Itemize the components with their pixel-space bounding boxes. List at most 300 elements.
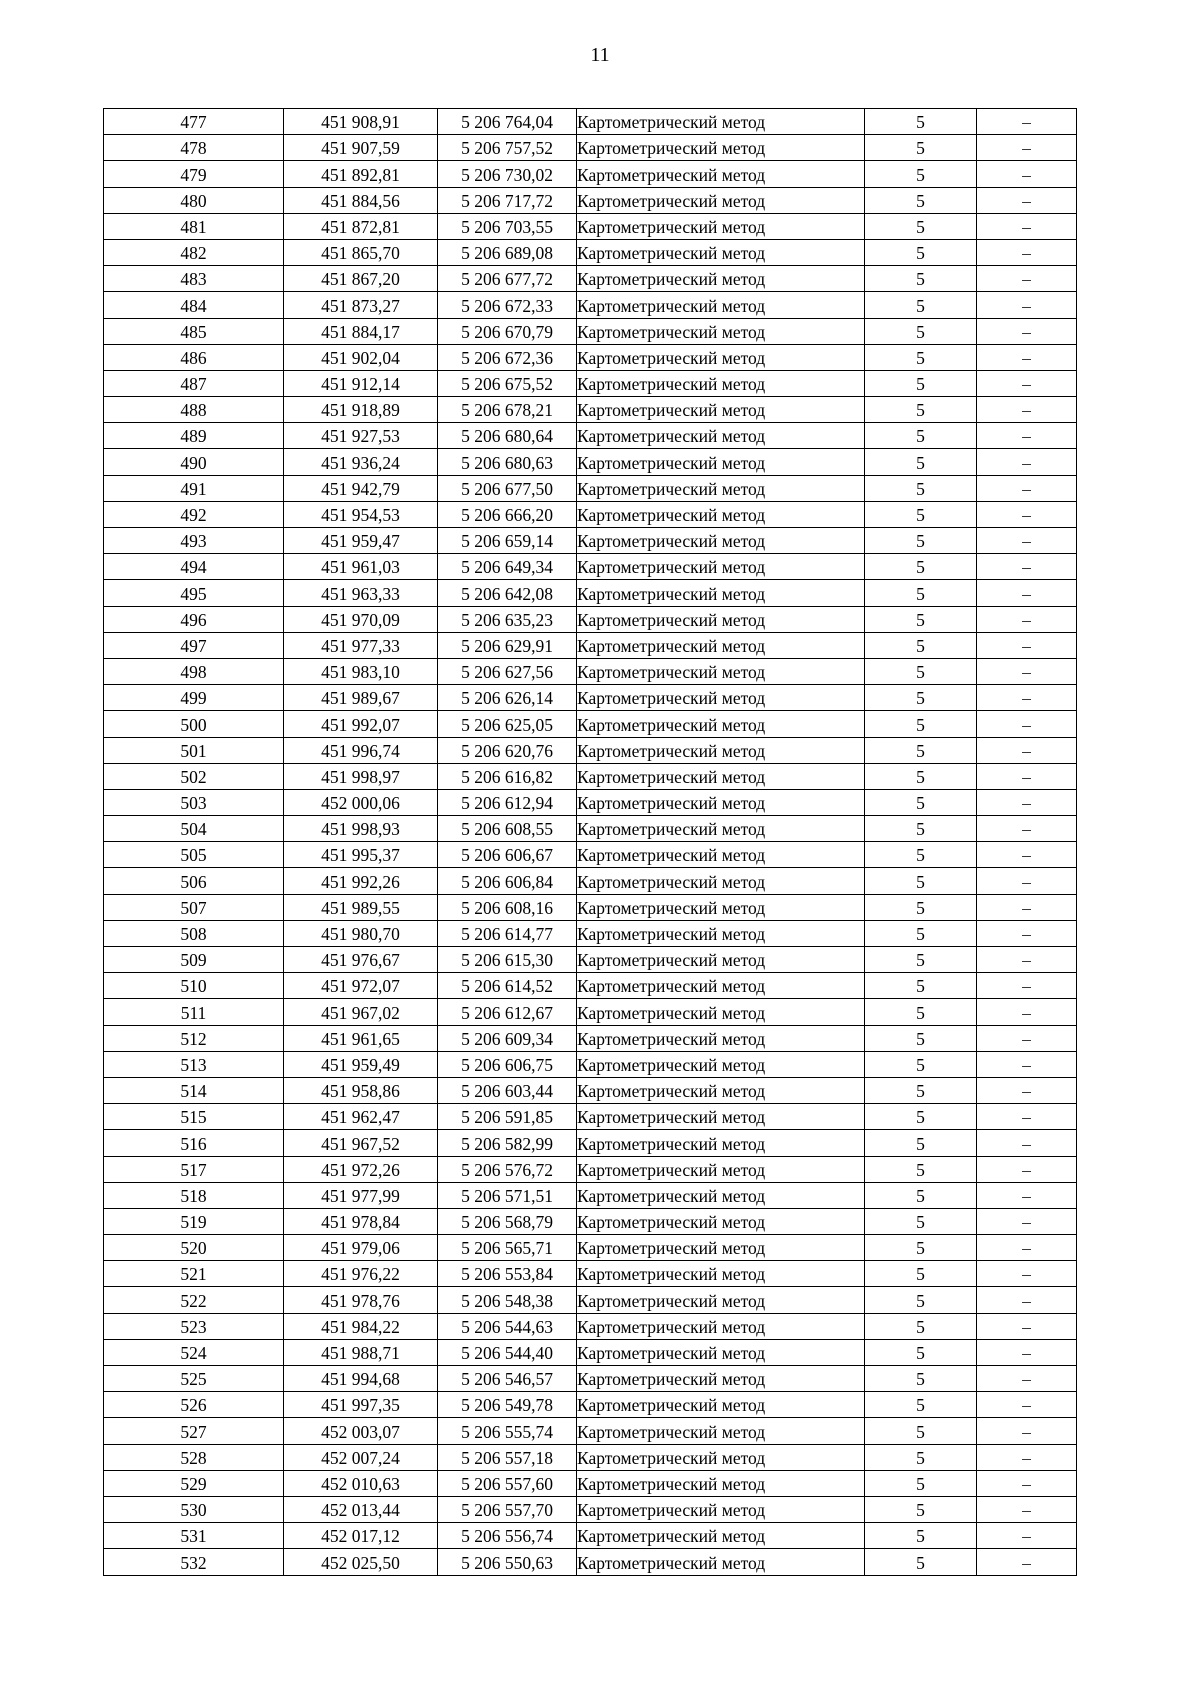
y-coordinate-cell: 5 206 680,64 [438,423,577,449]
note-cell: – [977,370,1077,396]
note-cell: – [977,1208,1077,1234]
y-coordinate-cell: 5 206 677,72 [438,266,577,292]
y-coordinate-cell: 5 206 612,94 [438,789,577,815]
note-cell: – [977,1523,1077,1549]
accuracy-cell: 5 [865,1104,977,1130]
x-coordinate-cell: 451 967,52 [284,1130,438,1156]
x-coordinate-cell: 451 884,56 [284,187,438,213]
table-row [104,239,1077,265]
accuracy-cell: 5 [865,1444,977,1470]
y-coordinate-cell: 5 206 675,52 [438,370,577,396]
accuracy-cell: 5 [865,109,977,135]
x-coordinate-cell: 451 927,53 [284,423,438,449]
x-coordinate-cell: 451 976,67 [284,947,438,973]
x-coordinate-cell: 451 902,04 [284,344,438,370]
x-coordinate-cell: 451 907,59 [284,135,438,161]
x-coordinate-cell: 451 908,91 [284,109,438,135]
x-coordinate-cell: 452 017,12 [284,1523,438,1549]
point-number-cell: 522 [104,1287,284,1313]
y-coordinate-cell: 5 206 689,08 [438,239,577,265]
method-cell: Картометрический метод [577,475,865,501]
method-cell: Картометрический метод [577,606,865,632]
accuracy-cell: 5 [865,1235,977,1261]
accuracy-cell: 5 [865,1418,977,1444]
method-cell: Картометрический метод [577,292,865,318]
y-coordinate-cell: 5 206 626,14 [438,685,577,711]
y-coordinate-cell: 5 206 620,76 [438,737,577,763]
note-cell: – [977,580,1077,606]
accuracy-cell: 5 [865,580,977,606]
method-cell: Картометрический метод [577,1235,865,1261]
x-coordinate-cell: 451 918,89 [284,397,438,423]
accuracy-cell: 5 [865,266,977,292]
method-cell: Картометрический метод [577,1051,865,1077]
point-number-cell: 520 [104,1235,284,1261]
point-number-cell: 481 [104,213,284,239]
accuracy-cell: 5 [865,397,977,423]
y-coordinate-cell: 5 206 557,18 [438,1444,577,1470]
note-cell: – [977,1104,1077,1130]
point-number-cell: 495 [104,580,284,606]
method-cell: Картометрический метод [577,239,865,265]
note-cell: – [977,920,1077,946]
y-coordinate-cell: 5 206 549,78 [438,1392,577,1418]
accuracy-cell: 5 [865,1523,977,1549]
x-coordinate-cell: 451 994,68 [284,1366,438,1392]
y-coordinate-cell: 5 206 730,02 [438,161,577,187]
coordinates-table [103,108,1077,1576]
point-number-cell: 524 [104,1339,284,1365]
accuracy-cell: 5 [865,1496,977,1522]
method-cell: Картометрический метод [577,1392,865,1418]
x-coordinate-cell: 451 865,70 [284,239,438,265]
point-number-cell: 517 [104,1156,284,1182]
accuracy-cell: 5 [865,554,977,580]
method-cell: Картометрический метод [577,1366,865,1392]
table-row [104,1418,1077,1444]
x-coordinate-cell: 451 977,99 [284,1182,438,1208]
point-number-cell: 511 [104,999,284,1025]
table-row [104,1182,1077,1208]
accuracy-cell: 5 [865,135,977,161]
x-coordinate-cell: 451 942,79 [284,475,438,501]
table-row [104,1051,1077,1077]
method-cell: Картометрический метод [577,685,865,711]
point-number-cell: 488 [104,397,284,423]
point-number-cell: 529 [104,1470,284,1496]
point-number-cell: 489 [104,423,284,449]
point-number-cell: 505 [104,842,284,868]
x-coordinate-cell: 451 959,47 [284,528,438,554]
point-number-cell: 513 [104,1051,284,1077]
point-number-cell: 482 [104,239,284,265]
table-body [104,109,1077,1576]
x-coordinate-cell: 451 961,03 [284,554,438,580]
table-row [104,109,1077,135]
table-row [104,1523,1077,1549]
point-number-cell: 501 [104,737,284,763]
note-cell: – [977,632,1077,658]
accuracy-cell: 5 [865,685,977,711]
note-cell: – [977,161,1077,187]
x-coordinate-cell: 451 980,70 [284,920,438,946]
y-coordinate-cell: 5 206 627,56 [438,658,577,684]
note-cell: – [977,1261,1077,1287]
point-number-cell: 521 [104,1261,284,1287]
point-number-cell: 480 [104,187,284,213]
note-cell: – [977,658,1077,684]
method-cell: Картометрический метод [577,1549,865,1575]
method-cell: Картометрический метод [577,894,865,920]
y-coordinate-cell: 5 206 649,34 [438,554,577,580]
point-number-cell: 491 [104,475,284,501]
table-row [104,1077,1077,1103]
method-cell: Картометрический метод [577,947,865,973]
accuracy-cell: 5 [865,501,977,527]
y-coordinate-cell: 5 206 546,57 [438,1366,577,1392]
table-row [104,947,1077,973]
y-coordinate-cell: 5 206 557,60 [438,1470,577,1496]
accuracy-cell: 5 [865,1287,977,1313]
accuracy-cell: 5 [865,1051,977,1077]
method-cell: Картометрический метод [577,554,865,580]
y-coordinate-cell: 5 206 764,04 [438,109,577,135]
point-number-cell: 498 [104,658,284,684]
accuracy-cell: 5 [865,816,977,842]
note-cell: – [977,1287,1077,1313]
table-row [104,266,1077,292]
note-cell: – [977,606,1077,632]
x-coordinate-cell: 451 892,81 [284,161,438,187]
point-number-cell: 492 [104,501,284,527]
y-coordinate-cell: 5 206 614,77 [438,920,577,946]
table-row [104,711,1077,737]
point-number-cell: 530 [104,1496,284,1522]
table-row [104,1496,1077,1522]
y-coordinate-cell: 5 206 565,71 [438,1235,577,1261]
method-cell: Картометрический метод [577,528,865,554]
y-coordinate-cell: 5 206 550,63 [438,1549,577,1575]
x-coordinate-cell: 451 972,07 [284,973,438,999]
accuracy-cell: 5 [865,658,977,684]
point-number-cell: 499 [104,685,284,711]
method-cell: Картометрический метод [577,1496,865,1522]
x-coordinate-cell: 451 992,07 [284,711,438,737]
page-number: 11 [590,44,610,66]
method-cell: Картометрический метод [577,397,865,423]
note-cell: – [977,894,1077,920]
y-coordinate-cell: 5 206 548,38 [438,1287,577,1313]
note-cell: – [977,1077,1077,1103]
point-number-cell: 504 [104,816,284,842]
y-coordinate-cell: 5 206 616,82 [438,763,577,789]
point-number-cell: 500 [104,711,284,737]
accuracy-cell: 5 [865,737,977,763]
x-coordinate-cell: 451 998,93 [284,816,438,842]
y-coordinate-cell: 5 206 680,63 [438,449,577,475]
y-coordinate-cell: 5 206 625,05 [438,711,577,737]
y-coordinate-cell: 5 206 557,70 [438,1496,577,1522]
point-number-cell: 483 [104,266,284,292]
method-cell: Картометрический метод [577,1261,865,1287]
method-cell: Картометрический метод [577,999,865,1025]
method-cell: Картометрический метод [577,1156,865,1182]
method-cell: Картометрический метод [577,1444,865,1470]
x-coordinate-cell: 451 872,81 [284,213,438,239]
table-row [104,763,1077,789]
table-row [104,606,1077,632]
method-cell: Картометрический метод [577,632,865,658]
y-coordinate-cell: 5 206 757,52 [438,135,577,161]
y-coordinate-cell: 5 206 606,75 [438,1051,577,1077]
note-cell: – [977,292,1077,318]
accuracy-cell: 5 [865,947,977,973]
table-row [104,894,1077,920]
table-row [104,685,1077,711]
y-coordinate-cell: 5 206 556,74 [438,1523,577,1549]
method-cell: Картометрический метод [577,266,865,292]
method-cell: Картометрический метод [577,1339,865,1365]
y-coordinate-cell: 5 206 555,74 [438,1418,577,1444]
note-cell: – [977,1025,1077,1051]
y-coordinate-cell: 5 206 672,36 [438,344,577,370]
point-number-cell: 512 [104,1025,284,1051]
method-cell: Картометрический метод [577,1418,865,1444]
table-row [104,370,1077,396]
table-row [104,816,1077,842]
note-cell: – [977,318,1077,344]
accuracy-cell: 5 [865,999,977,1025]
accuracy-cell: 5 [865,449,977,475]
point-number-cell: 484 [104,292,284,318]
table-row [104,554,1077,580]
method-cell: Картометрический метод [577,789,865,815]
y-coordinate-cell: 5 206 612,67 [438,999,577,1025]
point-number-cell: 515 [104,1104,284,1130]
note-cell: – [977,1444,1077,1470]
accuracy-cell: 5 [865,370,977,396]
table-row [104,1549,1077,1575]
table-row [104,1392,1077,1418]
x-coordinate-cell: 452 000,06 [284,789,438,815]
point-number-cell: 503 [104,789,284,815]
table-row [104,213,1077,239]
note-cell: – [977,449,1077,475]
accuracy-cell: 5 [865,1025,977,1051]
method-cell: Картометрический метод [577,868,865,894]
accuracy-cell: 5 [865,1077,977,1103]
table-row [104,1313,1077,1339]
point-number-cell: 508 [104,920,284,946]
table-row [104,1156,1077,1182]
y-coordinate-cell: 5 206 582,99 [438,1130,577,1156]
accuracy-cell: 5 [865,973,977,999]
method-cell: Картометрический метод [577,580,865,606]
x-coordinate-cell: 451 983,10 [284,658,438,684]
note-cell: – [977,501,1077,527]
note-cell: – [977,685,1077,711]
method-cell: Картометрический метод [577,711,865,737]
x-coordinate-cell: 451 970,09 [284,606,438,632]
accuracy-cell: 5 [865,920,977,946]
method-cell: Картометрический метод [577,449,865,475]
note-cell: – [977,475,1077,501]
method-cell: Картометрический метод [577,763,865,789]
y-coordinate-cell: 5 206 659,14 [438,528,577,554]
y-coordinate-cell: 5 206 677,50 [438,475,577,501]
y-coordinate-cell: 5 206 629,91 [438,632,577,658]
note-cell: – [977,239,1077,265]
table-row [104,187,1077,213]
accuracy-cell: 5 [865,763,977,789]
point-number-cell: 526 [104,1392,284,1418]
accuracy-cell: 5 [865,1130,977,1156]
accuracy-cell: 5 [865,1392,977,1418]
table-row [104,475,1077,501]
note-cell: – [977,1051,1077,1077]
table-row [104,161,1077,187]
y-coordinate-cell: 5 206 609,34 [438,1025,577,1051]
table-row [104,501,1077,527]
table-row [104,920,1077,946]
table-row [104,973,1077,999]
y-coordinate-cell: 5 206 591,85 [438,1104,577,1130]
x-coordinate-cell: 451 989,67 [284,685,438,711]
note-cell: – [977,763,1077,789]
note-cell: – [977,213,1077,239]
x-coordinate-cell: 452 013,44 [284,1496,438,1522]
note-cell: – [977,1470,1077,1496]
point-number-cell: 497 [104,632,284,658]
y-coordinate-cell: 5 206 544,63 [438,1313,577,1339]
accuracy-cell: 5 [865,161,977,187]
note-cell: – [977,1156,1077,1182]
method-cell: Картометрический метод [577,973,865,999]
table-row [104,999,1077,1025]
y-coordinate-cell: 5 206 614,52 [438,973,577,999]
point-number-cell: 525 [104,1366,284,1392]
y-coordinate-cell: 5 206 608,16 [438,894,577,920]
accuracy-cell: 5 [865,606,977,632]
point-number-cell: 493 [104,528,284,554]
table-row [104,344,1077,370]
table-row [104,1025,1077,1051]
accuracy-cell: 5 [865,187,977,213]
y-coordinate-cell: 5 206 608,55 [438,816,577,842]
point-number-cell: 486 [104,344,284,370]
y-coordinate-cell: 5 206 670,79 [438,318,577,344]
x-coordinate-cell: 451 962,47 [284,1104,438,1130]
point-number-cell: 494 [104,554,284,580]
y-coordinate-cell: 5 206 635,23 [438,606,577,632]
y-coordinate-cell: 5 206 642,08 [438,580,577,606]
point-number-cell: 479 [104,161,284,187]
note-cell: – [977,528,1077,554]
method-cell: Картометрический метод [577,842,865,868]
note-cell: – [977,266,1077,292]
x-coordinate-cell: 451 977,33 [284,632,438,658]
accuracy-cell: 5 [865,842,977,868]
method-cell: Картометрический метод [577,1313,865,1339]
accuracy-cell: 5 [865,528,977,554]
y-coordinate-cell: 5 206 672,33 [438,292,577,318]
point-number-cell: 518 [104,1182,284,1208]
point-number-cell: 516 [104,1130,284,1156]
table-row [104,868,1077,894]
x-coordinate-cell: 451 954,53 [284,501,438,527]
accuracy-cell: 5 [865,632,977,658]
accuracy-cell: 5 [865,1549,977,1575]
x-coordinate-cell: 451 936,24 [284,449,438,475]
accuracy-cell: 5 [865,292,977,318]
accuracy-cell: 5 [865,1366,977,1392]
point-number-cell: 510 [104,973,284,999]
x-coordinate-cell: 451 959,49 [284,1051,438,1077]
x-coordinate-cell: 451 978,84 [284,1208,438,1234]
method-cell: Картометрический метод [577,1470,865,1496]
note-cell: – [977,344,1077,370]
method-cell: Картометрический метод [577,187,865,213]
x-coordinate-cell: 451 996,74 [284,737,438,763]
note-cell: – [977,109,1077,135]
x-coordinate-cell: 451 988,71 [284,1339,438,1365]
x-coordinate-cell: 452 025,50 [284,1549,438,1575]
x-coordinate-cell: 451 979,06 [284,1235,438,1261]
y-coordinate-cell: 5 206 571,51 [438,1182,577,1208]
x-coordinate-cell: 452 007,24 [284,1444,438,1470]
table-row [104,135,1077,161]
x-coordinate-cell: 451 978,76 [284,1287,438,1313]
y-coordinate-cell: 5 206 553,84 [438,1261,577,1287]
x-coordinate-cell: 451 989,55 [284,894,438,920]
x-coordinate-cell: 451 912,14 [284,370,438,396]
note-cell: – [977,1313,1077,1339]
note-cell: – [977,973,1077,999]
note-cell: – [977,1235,1077,1261]
point-number-cell: 509 [104,947,284,973]
accuracy-cell: 5 [865,423,977,449]
note-cell: – [977,789,1077,815]
y-coordinate-cell: 5 206 606,84 [438,868,577,894]
y-coordinate-cell: 5 206 576,72 [438,1156,577,1182]
method-cell: Картометрический метод [577,423,865,449]
point-number-cell: 528 [104,1444,284,1470]
note-cell: – [977,1339,1077,1365]
table-row [104,1235,1077,1261]
table-row [104,1470,1077,1496]
accuracy-cell: 5 [865,868,977,894]
x-coordinate-cell: 451 998,97 [284,763,438,789]
note-cell: – [977,423,1077,449]
table-row [104,1444,1077,1470]
y-coordinate-cell: 5 206 568,79 [438,1208,577,1234]
method-cell: Картометрический метод [577,1130,865,1156]
table-row [104,1130,1077,1156]
x-coordinate-cell: 451 997,35 [284,1392,438,1418]
method-cell: Картометрический метод [577,1104,865,1130]
note-cell: – [977,135,1077,161]
table-row [104,397,1077,423]
method-cell: Картометрический метод [577,920,865,946]
method-cell: Картометрический метод [577,816,865,842]
method-cell: Картометрический метод [577,501,865,527]
note-cell: – [977,947,1077,973]
note-cell: – [977,397,1077,423]
x-coordinate-cell: 451 867,20 [284,266,438,292]
note-cell: – [977,868,1077,894]
note-cell: – [977,187,1077,213]
point-number-cell: 490 [104,449,284,475]
